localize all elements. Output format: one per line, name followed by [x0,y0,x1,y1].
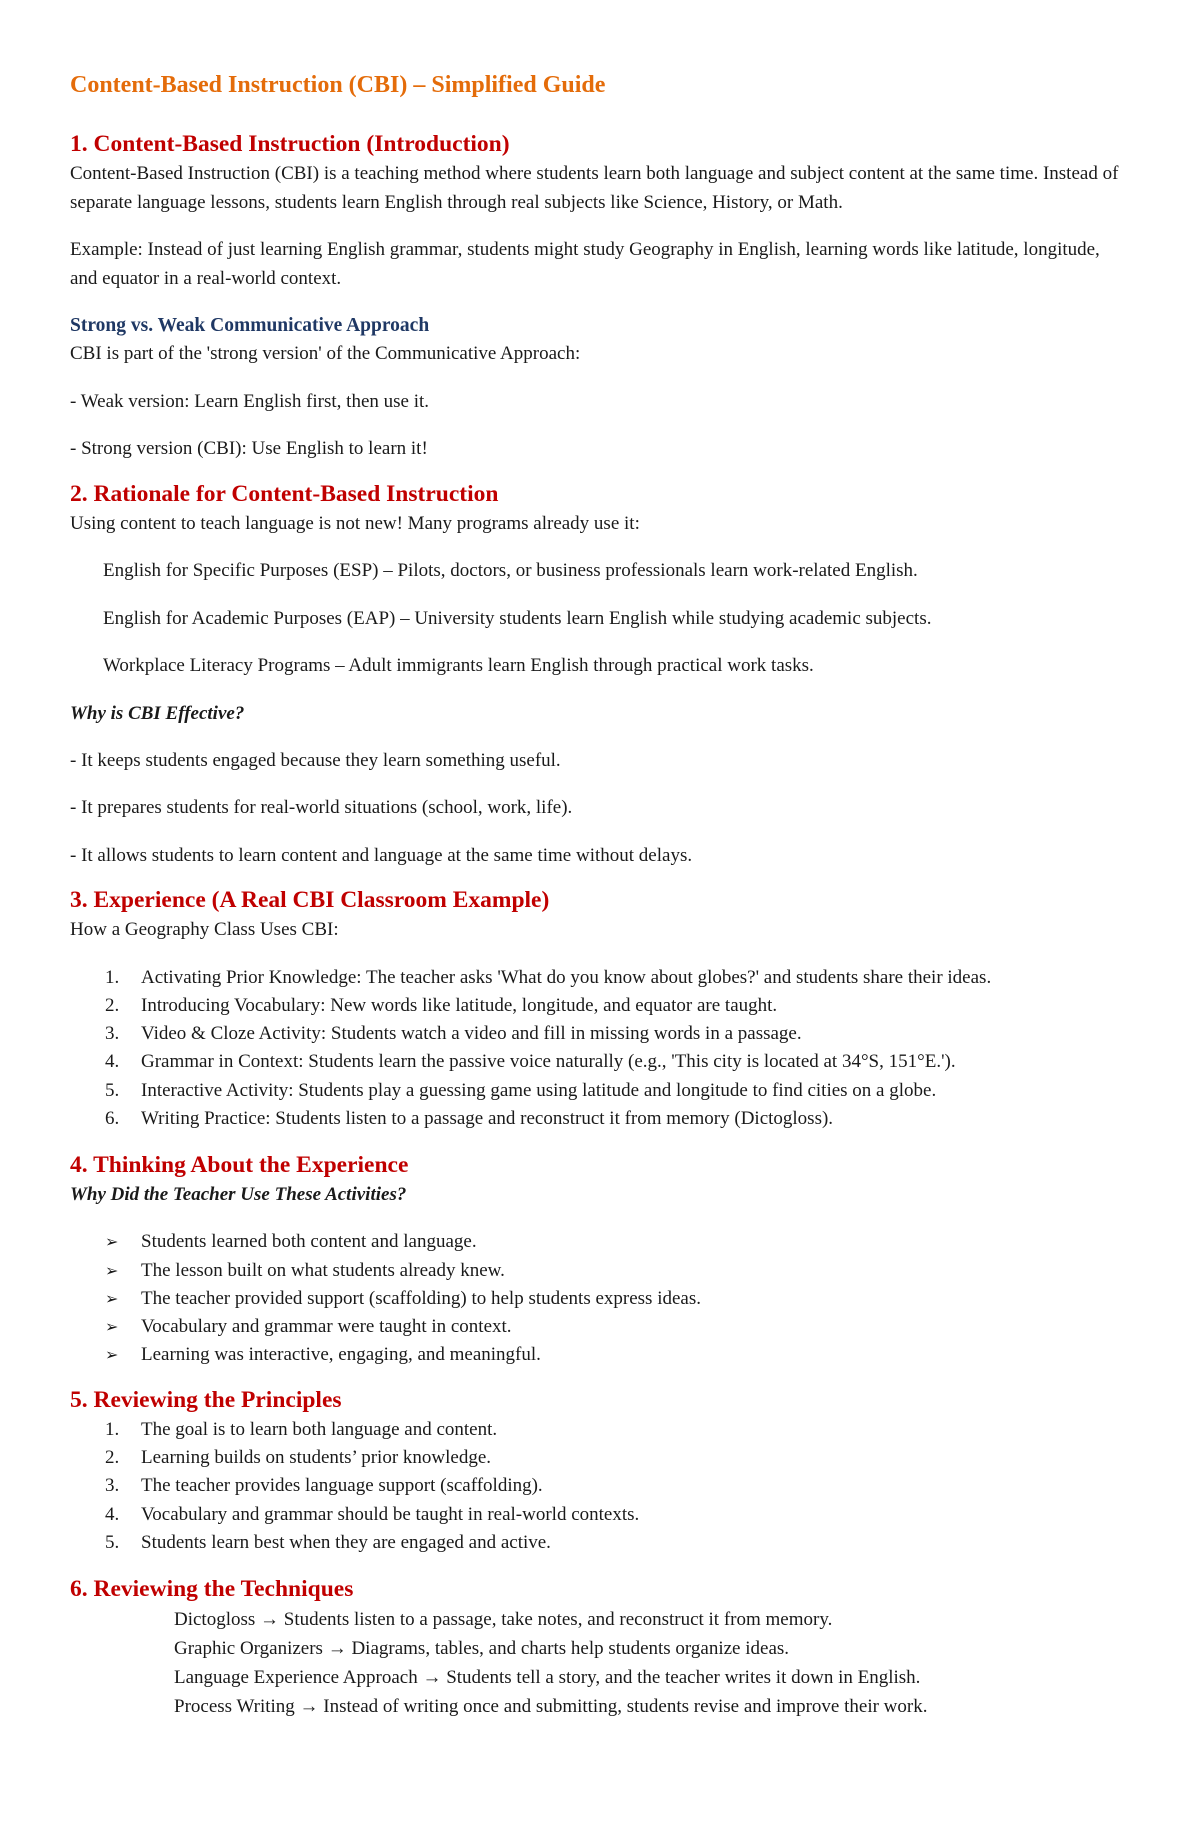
arrow-bullet-icon: ➢ [105,1260,119,1280]
list-number: 3. [105,1475,120,1497]
document-title: Content-Based Instruction (CBI) – Simplified Guide [70,72,606,98]
section-6-heading: 6. Reviewing the Techniques [70,1576,354,1603]
arrow-bullet-icon: ➢ [105,1345,119,1365]
list-number: 2. [105,994,120,1016]
technique-item: Dictogloss → Students listen to a passage, take notes, and reconstruct it from memory. [174,1609,833,1631]
program-item: Workplace Literacy Programs – Adult immigrants learn English through practical work tasks. [103,655,814,676]
list-item [70,1501,1130,1529]
section-1-heading: 1. Content-Based Instruction (Introduction) [70,131,510,157]
list-item [70,1020,1130,1048]
arrow-bullet-icon: ➢ [105,1288,119,1308]
list-number: 5. [105,1079,120,1101]
technique-item: Process Writing → Instead of writing once and submitting, students revise and improve their work. [174,1696,928,1718]
list-item-text: Learning builds on students’ prior knowledge. [141,1447,492,1469]
program-item: English for Specific Purposes (ESP) – Pilots, doctors, or business professionals learn work-related English. [103,560,918,581]
reason-item: - It keeps students engaged because they learn something useful. [70,749,561,771]
list-item-text: Students learn best when they are engaged and active. [141,1531,551,1553]
technique-item: Graphic Organizers → Diagrams, tables, and charts help students organize ideas. [174,1638,790,1660]
list-item [70,964,1130,992]
list-item-text: The lesson built on what students already knew. [141,1259,505,1281]
section-1-paragraph-3: CBI is part of the 'strong version' of the Communicative Approach: [70,343,581,364]
list-item [70,1416,1130,1444]
experience-points-list [70,1228,1130,1369]
strong-version-line: - Strong version (CBI): Use English to learn it! [70,438,428,459]
list-item-text: Writing Practice: Students listen to a passage and reconstruct it from memory (Dictogloss). [141,1107,834,1129]
why-effective-subheading: Why is CBI Effective? [70,702,245,724]
list-number: 1. [105,1418,120,1440]
list-item-text: Introducing Vocabulary: New words like latitude, longitude, and equator are taught. [141,994,778,1016]
list-item [70,1077,1130,1105]
section-3-heading: 3. Experience (A Real CBI Classroom Example) [70,887,550,913]
list-item [70,1341,1130,1369]
section-1-paragraph-2: Example: Instead of just learning English grammar, students might study Geography in English, learning words like latitude, longitude, and equator in a real-world context. [70,239,1100,289]
technique-item: Language Experience Approach → Students tell a story, and the teacher writes it down in English. [174,1667,921,1689]
list-item [70,1257,1130,1285]
list-item-text: Students learned both content and language. [141,1231,477,1253]
weak-version-line: - Weak version: Learn English first, then use it. [70,390,430,412]
classroom-steps-list [70,964,1130,1134]
list-item-text: The teacher provided support (scaffolding) to help students express ideas. [141,1287,701,1309]
techniques-list [70,1605,1130,1721]
list-item-text: The teacher provides language support (scaffolding). [141,1475,543,1497]
list-number: 2. [105,1447,120,1469]
list-number: 5. [105,1531,120,1553]
principles-list [70,1416,1130,1557]
section-3-intro: How a Geography Class Uses CBI: [70,919,339,940]
arrow-bullet-icon: ➢ [105,1232,119,1252]
section-4-heading: 4. Thinking About the Experience [70,1152,409,1179]
why-activities-subheading: Why Did the Teacher Use These Activities? [70,1184,407,1206]
list-item [70,1472,1130,1500]
strong-weak-subheading: Strong vs. Weak Communicative Approach [70,315,430,336]
program-item: English for Academic Purposes (EAP) – University students learn English while studying academic subjects. [103,607,932,629]
list-item [70,1228,1130,1256]
section-2-heading: 2. Rationale for Content-Based Instruction [70,480,499,507]
list-item [70,1444,1130,1472]
list-number: 6. [105,1107,120,1129]
list-item-text: Grammar in Context: Students learn the passive voice naturally (e.g., 'This city is located at 34°S, 151°E.'). [141,1051,956,1073]
list-item [70,1285,1130,1313]
list-number: 1. [105,966,120,988]
list-item-text: Activating Prior Knowledge: The teacher asks 'What do you know about globes?' and students share their ideas. [141,966,992,988]
list-item-text: The goal is to learn both language and content. [141,1418,498,1440]
list-item-text: Learning was interactive, engaging, and meaningful. [141,1344,541,1366]
section-2-intro: Using content to teach language is not new! Many programs already use it: [70,512,640,534]
section-5-heading: 5. Reviewing the Principles [70,1386,342,1413]
list-item-text: Vocabulary and grammar were taught in context. [141,1316,512,1338]
reason-item: - It prepares students for real-world situations (school, work, life). [70,797,573,818]
section-1-paragraph-1: Content-Based Instruction (CBI) is a teaching method where students learn both language and subject content at the same time. Instead of separate language lessons, students learn English through real subjects like Science, History, or Math. [70,163,1119,213]
list-item [70,1529,1130,1557]
arrow-bullet-icon: ➢ [105,1317,119,1337]
list-item-text: Interactive Activity: Students play a guessing game using latitude and longitude to find cities on a globe. [141,1079,937,1101]
list-number: 4. [105,1503,120,1525]
list-item-text: Vocabulary and grammar should be taught in real-world contexts. [141,1503,640,1525]
list-item [70,1313,1130,1341]
list-number: 4. [105,1051,120,1073]
list-number: 3. [105,1023,120,1045]
reason-item: - It allows students to learn content and language at the same time without delays. [70,844,693,866]
list-item-text: Video & Cloze Activity: Students watch a video and fill in missing words in a passage. [141,1023,802,1045]
list-item [70,1048,1130,1076]
list-item [70,992,1130,1020]
list-item [70,1105,1130,1133]
